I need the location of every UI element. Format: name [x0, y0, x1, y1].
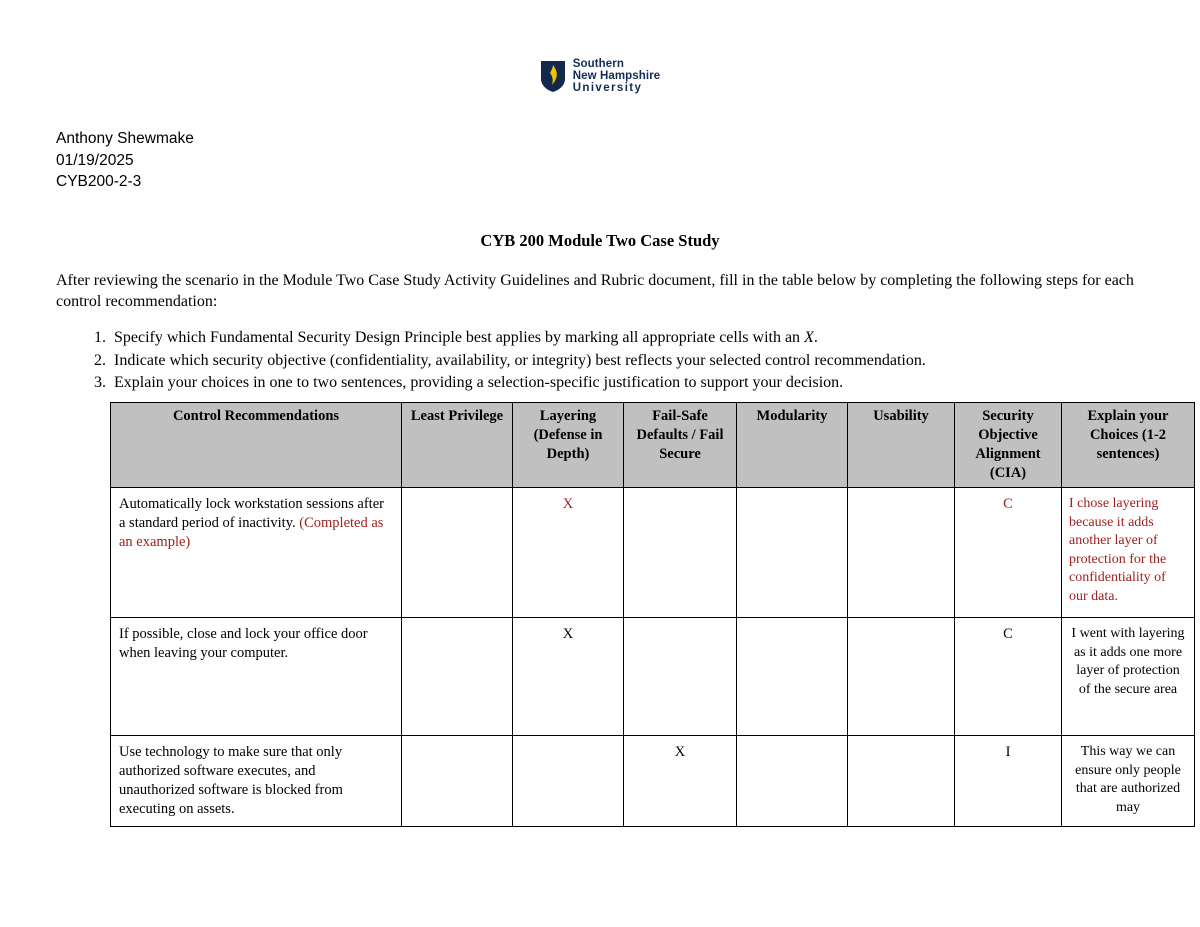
cell-control-note: (Completed as an example) — [119, 515, 384, 550]
instruction-list — [76, 327, 1170, 395]
logo-line-2: New Hampshire — [572, 70, 661, 83]
col-header-least-privilege: Least Privilege — [402, 403, 513, 488]
cell-usability[interactable] — [848, 736, 955, 827]
cell-least-privilege[interactable] — [402, 736, 513, 827]
table-row — [111, 736, 1195, 827]
cell-fail-safe[interactable]: X — [624, 736, 737, 827]
cell-explanation[interactable]: I chose layering because it adds another layer of protection for the confidentiality of our data. — [1062, 488, 1195, 618]
cell-usability[interactable] — [848, 488, 955, 618]
cell-fail-safe[interactable] — [624, 618, 737, 736]
control-matrix-table — [110, 402, 1185, 827]
logo-line-1: Southern — [572, 58, 624, 70]
cell-explanation[interactable]: I went with layering as it adds one more layer of protection of the secure area — [1062, 618, 1195, 736]
cell-explanation[interactable]: This way we can ensure only people that are authorized may — [1062, 736, 1195, 827]
step-2-text: Indicate which security objective (confidentiality, availability, or integrity) best reflects your selected control recommendation. — [114, 351, 926, 369]
cell-modularity[interactable] — [737, 618, 848, 736]
table-row — [111, 488, 1195, 618]
col-header-modularity: Modularity — [737, 403, 848, 488]
cell-layering[interactable]: X — [513, 618, 624, 736]
page-title: CYB 200 Module Two Case Study — [480, 231, 720, 250]
col-header-explanation: Explain your Choices (1-2 sentences) — [1062, 403, 1195, 488]
cell-least-privilege[interactable] — [402, 488, 513, 618]
cell-control-recommendation: Use technology to make sure that only authorized software executes, and unauthorized software is blocked from executing on assets. — [111, 736, 402, 827]
intro-paragraph: After reviewing the scenario in the Module Two Case Study Activity Guidelines and Rubric document, fill in the table below by completing the following steps for each control recommendation: — [56, 272, 1134, 310]
list-item — [110, 372, 1170, 395]
cell-security-objective[interactable]: I — [955, 736, 1062, 827]
col-header-fail-safe: Fail-Safe Defaults / Fail Secure — [624, 403, 737, 488]
cell-layering[interactable]: X — [513, 488, 624, 618]
university-logo — [0, 58, 1200, 95]
course-code: CYB200-2-3 — [56, 173, 142, 190]
cell-usability[interactable] — [848, 618, 955, 736]
list-item — [110, 327, 1170, 350]
cell-control-recommendation: Automatically lock workstation sessions after a standard period of inactivity. (Completed as an example) — [111, 488, 402, 618]
list-item — [110, 350, 1170, 373]
table-header-row — [111, 403, 1195, 488]
step-3-text: Explain your choices in one to two sentences, providing a selection-specific justification to support your decision. — [114, 374, 844, 391]
student-name: Anthony Shewmake — [56, 130, 194, 147]
col-header-usability: Usability — [848, 403, 955, 488]
cell-modularity[interactable] — [737, 488, 848, 618]
cell-security-objective[interactable]: C — [955, 488, 1062, 618]
cell-security-objective[interactable]: C — [955, 618, 1062, 736]
cell-least-privilege[interactable] — [402, 618, 513, 736]
col-header-security-objective: Security Objective Alignment (CIA) — [955, 403, 1062, 488]
step-1-text: Specify which Fundamental Security Design Principle best applies by marking all appropriate cells with an X. — [114, 329, 818, 346]
cell-modularity[interactable] — [737, 736, 848, 827]
cell-layering[interactable] — [513, 736, 624, 827]
assignment-date: 01/19/2025 — [56, 151, 134, 169]
logo-line-3: University — [572, 82, 643, 95]
cell-fail-safe[interactable] — [624, 488, 737, 618]
student-header — [56, 128, 194, 193]
logo-wordmark — [573, 58, 661, 95]
table-row — [111, 618, 1195, 736]
shield-icon — [540, 59, 566, 93]
col-header-control: Control Recommendations — [111, 403, 402, 488]
cell-control-recommendation: If possible, close and lock your office door when leaving your computer. — [111, 618, 402, 736]
col-header-layering: Layering (Defense in Depth) — [513, 403, 624, 488]
